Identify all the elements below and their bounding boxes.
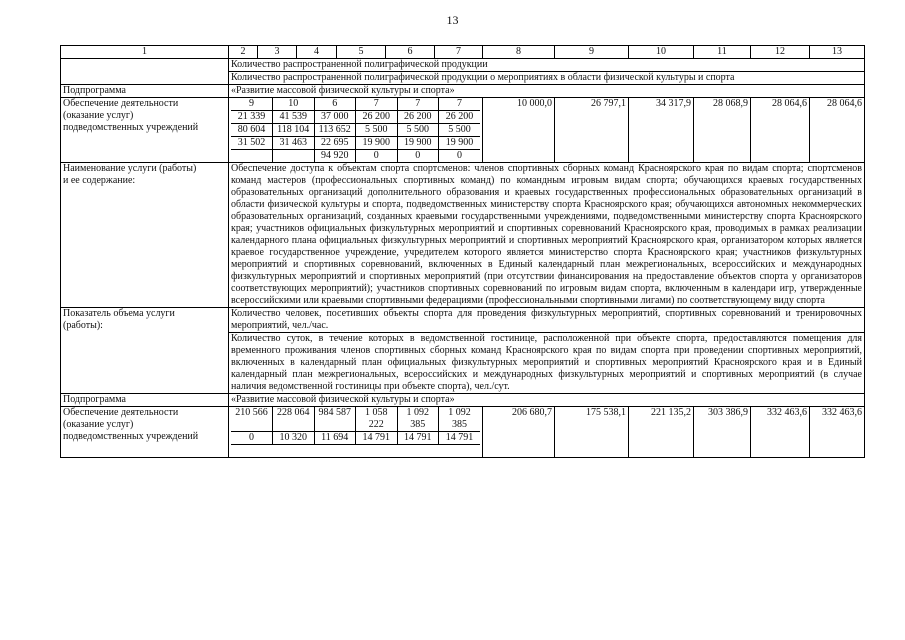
product-qty-text: Количество распространенной полиграфической продукции <box>229 59 865 72</box>
page-number: 13 <box>446 13 459 27</box>
indicator-description <box>229 308 865 394</box>
value-cell: 34 317,9 <box>629 98 694 163</box>
col-header: 13 <box>810 46 865 59</box>
value-cell: 221 135,2 <box>629 407 694 458</box>
col-header: 1 <box>61 46 229 59</box>
grid-cell: 1 058 222 <box>356 407 398 432</box>
table-row <box>61 98 865 163</box>
support-grid <box>229 407 483 458</box>
grid-cell: 14 791 <box>397 432 439 445</box>
value-cell: 332 463,6 <box>810 407 865 458</box>
support-grid <box>229 98 483 163</box>
indicator-label: Показатель объема услуги (работы): <box>61 308 229 394</box>
header-row <box>61 46 865 59</box>
grid-cell: 19 900 <box>397 137 439 150</box>
grid-cell: 9 <box>231 98 273 111</box>
grid-cell: 26 200 <box>397 111 439 124</box>
grid-cell: 0 <box>397 150 439 163</box>
col-header: 5 <box>337 46 386 59</box>
grid-cell: 1 092 385 <box>397 407 439 432</box>
support-label: Обеспечение деятельности (оказание услуг) подведомственных учреждений <box>61 407 229 458</box>
grid-cell: 19 900 <box>356 137 398 150</box>
grid-cell: 31 502 <box>231 137 273 150</box>
grid-cell: 984 587 <box>314 407 356 432</box>
table-row <box>61 407 865 458</box>
table-row <box>61 163 865 308</box>
service-label: Наименование услуги (работы) и ее содержание: <box>61 163 229 308</box>
subprogram-value: «Развитие массовой физической культуры и спорта» <box>229 85 865 98</box>
value-cell: 26 797,1 <box>555 98 629 163</box>
grid-cell: 118 104 <box>273 124 315 137</box>
budget-table <box>60 45 865 458</box>
service-description: Обеспечение доступа к объектам спорта спортсменов: членов спортивных сборных команд Красноярского края по видам спорта; спортсменов команд мастеров (профессиональных спортивных команд) по командным игровым видам спорта; обучающихся краевых государственных образовательных организаций дополнительного образования и краевых государственных профессиональных образовательных организаций в области физической культуры и спорта, подведомственных министерству спорта Красноярского края; обучающихся автономных некоммерческих образовательных организаций, созданных краевыми государственными учреждениями, подведомственными министерству спорта Красноярского края; участников официальных физкультурных мероприятий и спортивных соревнований Красноярского края, проводимых в рамках реализации календарного плана официальных физкультурных мероприятий и спортивных мероприятий Красноярского края, организатором которых является краевое государственное учреждение, учредителем которого является министерство спорта Красноярского края; участников физкультурных мероприятий и спортивных соревнований, включенных в Единый календарный план межрегиональных, всероссийских и международных физкультурных мероприятий и спортивных мероприятий (при отсутствии финансирования на предоставление объектов спорта у организаторов соответствующих мероприятий); участников спортивных соревнований по игровым видам спорта, включенным в календари игр, утвержденные всероссийскими или краевыми спортивными федерациями (профессиональными спортивными лигами) по соответствующему виду спорта <box>229 163 865 308</box>
grid-cell: 5 500 <box>356 124 398 137</box>
value-cell: 28 064,6 <box>751 98 810 163</box>
grid-cell: 37 000 <box>314 111 356 124</box>
col-header: 8 <box>483 46 555 59</box>
grid-cell: 1 092 385 <box>439 407 481 432</box>
col-header: 7 <box>435 46 483 59</box>
table-row <box>61 85 865 98</box>
subprogram-value: «Развитие массовой физической культуры и спорта» <box>229 394 865 407</box>
grid-cell: 14 791 <box>439 432 481 445</box>
grid-cell: 210 566 <box>231 407 273 432</box>
grid-cell: 19 900 <box>439 137 481 150</box>
grid-cell: 0 <box>439 150 481 163</box>
value-cell: 28 068,9 <box>694 98 751 163</box>
grid-cell: 22 695 <box>314 137 356 150</box>
grid-cell: 7 <box>397 98 439 111</box>
grid-cell: 10 <box>273 98 315 111</box>
grid-cell: 80 604 <box>231 124 273 137</box>
indicator-text-days: Количество суток, в течение которых в ведомственной гостинице, расположенной при объекте спорта, предоставляются помещения для временного проживания членов спортивных сборных команд Красноярского края по видам спорта при проведении спортивных мероприятий, включенных в календарный план официальных физкультурных мероприятий и спортивных мероприятий Красноярского края и в Единый календарный план межрегиональных, всероссийских и международных физкультурных мероприятий и спортивных мероприятий (в случае наличия ведомственной гостиницы при объекте спорта), чел./сут. <box>231 333 862 392</box>
col-header: 2 <box>229 46 258 59</box>
grid-cell: 228 064 <box>273 407 315 432</box>
grid-cell: 31 463 <box>273 137 315 150</box>
table-row <box>61 308 865 394</box>
col-header: 6 <box>386 46 435 59</box>
value-cell: 303 386,9 <box>694 407 751 458</box>
grid-cell: 7 <box>439 98 481 111</box>
value-cell: 28 064,6 <box>810 98 865 163</box>
subprogram-label: Подпрограмма <box>61 85 229 98</box>
grid-cell <box>273 150 315 163</box>
subprogram-label: Подпрограмма <box>61 394 229 407</box>
grid-cell: 41 539 <box>273 111 315 124</box>
grid-cell: 0 <box>231 432 273 445</box>
grid-cell: 5 500 <box>439 124 481 137</box>
value-cell: 332 463,6 <box>751 407 810 458</box>
col-header: 12 <box>751 46 810 59</box>
indicator-text-people: Количество человек, посетивших объекты спорта для проведения физкультурных мероприятий, спортивных соревнований и тренировочных мероприятий, чел./час. <box>231 308 862 331</box>
value-cell: 206 680,7 <box>483 407 555 458</box>
grid-cell: 7 <box>356 98 398 111</box>
support-label: Обеспечение деятельности (оказание услуг) подведомственных учреждений <box>61 98 229 163</box>
grid-cell: 11 694 <box>314 432 356 445</box>
grid-cell: 0 <box>356 150 398 163</box>
value-cell: 10 000,0 <box>483 98 555 163</box>
grid-cell: 113 652 <box>314 124 356 137</box>
grid-cell: 6 <box>314 98 356 111</box>
grid-cell: 14 791 <box>356 432 398 445</box>
col-header: 9 <box>555 46 629 59</box>
grid-cell: 26 200 <box>439 111 481 124</box>
table-row <box>61 72 865 85</box>
table-row <box>61 59 865 72</box>
grid-cell <box>231 150 273 163</box>
grid-cell: 5 500 <box>397 124 439 137</box>
col-header: 11 <box>694 46 751 59</box>
grid-cell: 10 320 <box>273 432 315 445</box>
grid-cell: 26 200 <box>356 111 398 124</box>
table-row <box>61 394 865 407</box>
grid-cell: 21 339 <box>231 111 273 124</box>
grid-cell: 94 920 <box>314 150 356 163</box>
product-qty-sport-text: Количество распространенной полиграфической продукции о мероприятиях в области физической культуры и спорта <box>229 72 865 85</box>
value-cell: 175 538,1 <box>555 407 629 458</box>
col-header: 3 <box>258 46 297 59</box>
col-header: 4 <box>297 46 337 59</box>
col-header: 10 <box>629 46 694 59</box>
